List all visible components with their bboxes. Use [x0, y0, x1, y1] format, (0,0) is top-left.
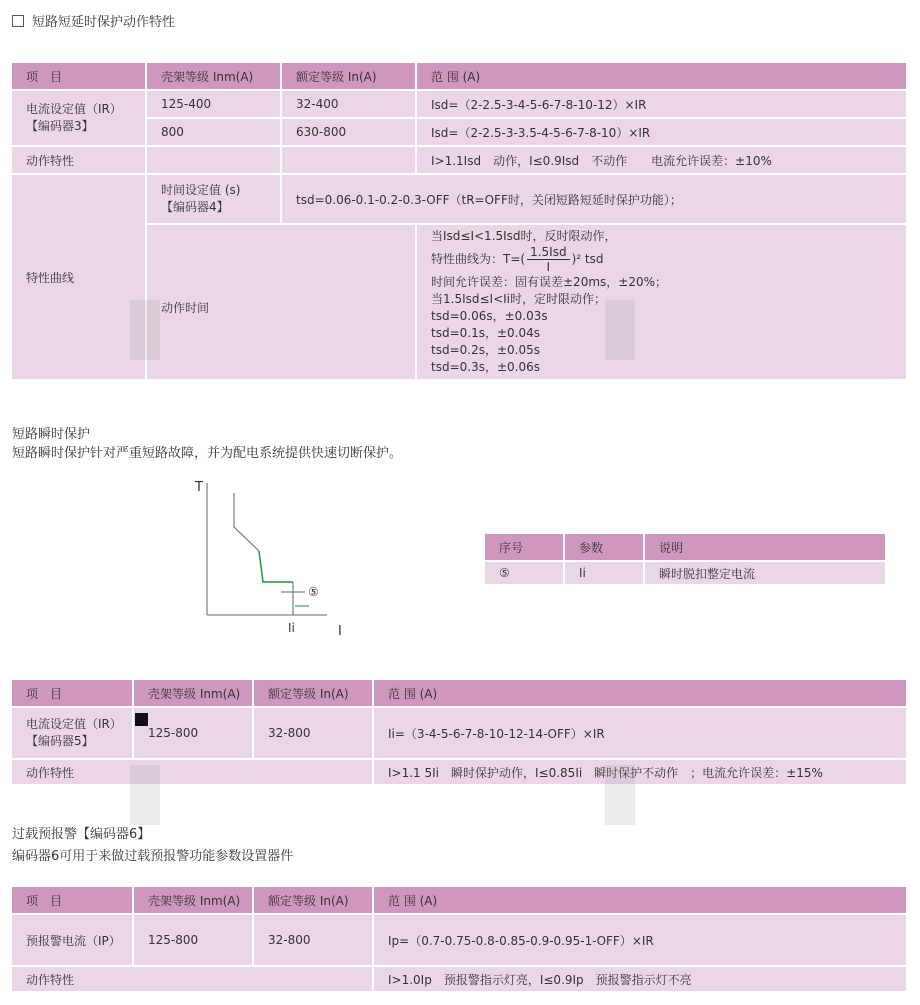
col-header-rated: 额定等级 In(A) [282, 63, 415, 89]
instant-trip-curve [185, 475, 365, 645]
axis-t-label: T [195, 480, 203, 495]
legend-table [483, 532, 887, 586]
frame-value: 125-800 [134, 708, 252, 758]
legend-header: 序号 [485, 534, 563, 560]
legend-cell: Ii [565, 562, 643, 584]
at-line: tsd=0.3s，±0.06s [431, 360, 540, 374]
section-desc-prealarm: 编码器6可用于来做过载预报警功能参数设置器件 [12, 849, 294, 864]
range-value: Ii=（3-4-5-6-7-8-10-12-14-OFF）×IR [374, 708, 906, 758]
rated-value: 32-800 [254, 915, 372, 965]
axis-i-label: I [338, 624, 342, 639]
time-set-label: 时间设定值 (s) 【编码器4】 [147, 175, 280, 223]
action-label: 动作特性 [12, 147, 145, 173]
col-header-rated: 额定等级 In(A) [254, 680, 372, 706]
frame-value: 125-400 [147, 91, 280, 117]
col-header-item: 项 目 [12, 63, 145, 89]
at-line: tsd=0.06s，±0.03s [431, 309, 548, 323]
col-header-frame: 壳架等级 Inm(A) [147, 63, 280, 89]
curve-label: 特性曲线 [12, 175, 145, 379]
frame-value: 125-800 [134, 915, 252, 965]
curve-green [259, 551, 293, 582]
col-header-item: 项 目 [12, 887, 132, 913]
instant-table [10, 678, 908, 786]
action-value: I>1.0Ip 预报警指示灯亮，I≤0.9Ip 预报警指示灯不亮 [374, 967, 906, 991]
col-header-rated: 额定等级 In(A) [254, 887, 372, 913]
col-header-range: 范 围 (A) [374, 680, 906, 706]
action-time-detail [417, 225, 906, 379]
ir-label: 电流设定值（IR） 【编码器5】 [12, 708, 132, 758]
rated-value: 630-800 [282, 119, 415, 145]
short-delay-table [10, 61, 908, 381]
at-line: 当Isd≤I<1.5Isd时，反时限动作， [431, 229, 617, 243]
at-line: tsd=0.2s，±0.05s [431, 343, 540, 357]
legend-header: 参数 [565, 534, 643, 560]
prealarm-table [10, 885, 908, 993]
section-title-text: 短路短延时保护动作特性 [32, 15, 176, 30]
at-line: tsd=0.1s，±0.04s [431, 326, 540, 340]
action-label: 动作特性 [12, 967, 372, 991]
square-icon [135, 713, 148, 726]
frame-value: 800 [147, 119, 280, 145]
action-label: 动作特性 [12, 760, 372, 784]
action-time-label: 动作时间 [147, 225, 415, 379]
col-header-item: 项 目 [12, 680, 132, 706]
range-value: Isd=（2-2.5-3-3.5-4-5-6-7-8-10）×IR [417, 119, 906, 145]
section-title-short-delay [12, 11, 175, 30]
legend-header: 说明 [645, 534, 885, 560]
section-title-instant: 短路瞬时保护 [12, 427, 91, 442]
at-line: 时间允许误差：固有误差±20ms，±20%； [431, 275, 667, 289]
action-value: I>1.1Isd 动作，I≤0.9Isd 不动作 电流允许误差：±10% [417, 147, 906, 173]
action-value: I>1.1 5Ii 瞬时保护动作，I≤0.85Ii 瞬时保护不动作 ；电流允许误差：±15% [374, 760, 906, 784]
ir-label: 电流设定值（IR） 【编码器3】 [12, 91, 145, 145]
range-value: Isd=（2-2.5-3-4-5-6-7-8-10-12）×IR [417, 91, 906, 117]
marker-5: ⑤ [308, 585, 319, 599]
ii-label: Ii [288, 621, 295, 635]
ip-label: 预报警电流（IP） [12, 915, 132, 965]
rated-value: 32-400 [282, 91, 415, 117]
col-header-range: 范 围 (A) [374, 887, 906, 913]
section-desc-instant: 短路瞬时保护针对严重短路故障，并为配电系统提供快速切断保护。 [12, 446, 403, 461]
section-title-prealarm: 过载预报警【编码器6】 [12, 827, 151, 842]
checkbox-icon[interactable] [12, 15, 24, 27]
rated-value: 32-800 [254, 708, 372, 758]
empty-cell [147, 147, 415, 173]
at-formula: 特性曲线为：T=( $\frac{\text{1.5Isd}}{I}$ )² tsd [431, 245, 604, 274]
legend-cell: 瞬时脱扣整定电流 [645, 562, 885, 584]
legend-cell: ⑤ [485, 562, 563, 584]
at-line: 当1.5Isd≤I<Ii时，定时限动作； [431, 292, 607, 306]
range-value: Ip=（0.7-0.75-0.8-0.85-0.9-0.95-1-OFF）×IR [374, 915, 906, 965]
col-header-frame: 壳架等级 Inm(A) [134, 887, 252, 913]
col-header-frame: 壳架等级 Inm(A) [134, 680, 252, 706]
curve-upper [234, 493, 259, 551]
col-header-range: 范 围 (A) [417, 63, 906, 89]
time-set-value: tsd=0.06-0.1-0.2-0.3-OFF（tR=OFF时，关闭短路短延时保护功能）； [282, 175, 906, 223]
